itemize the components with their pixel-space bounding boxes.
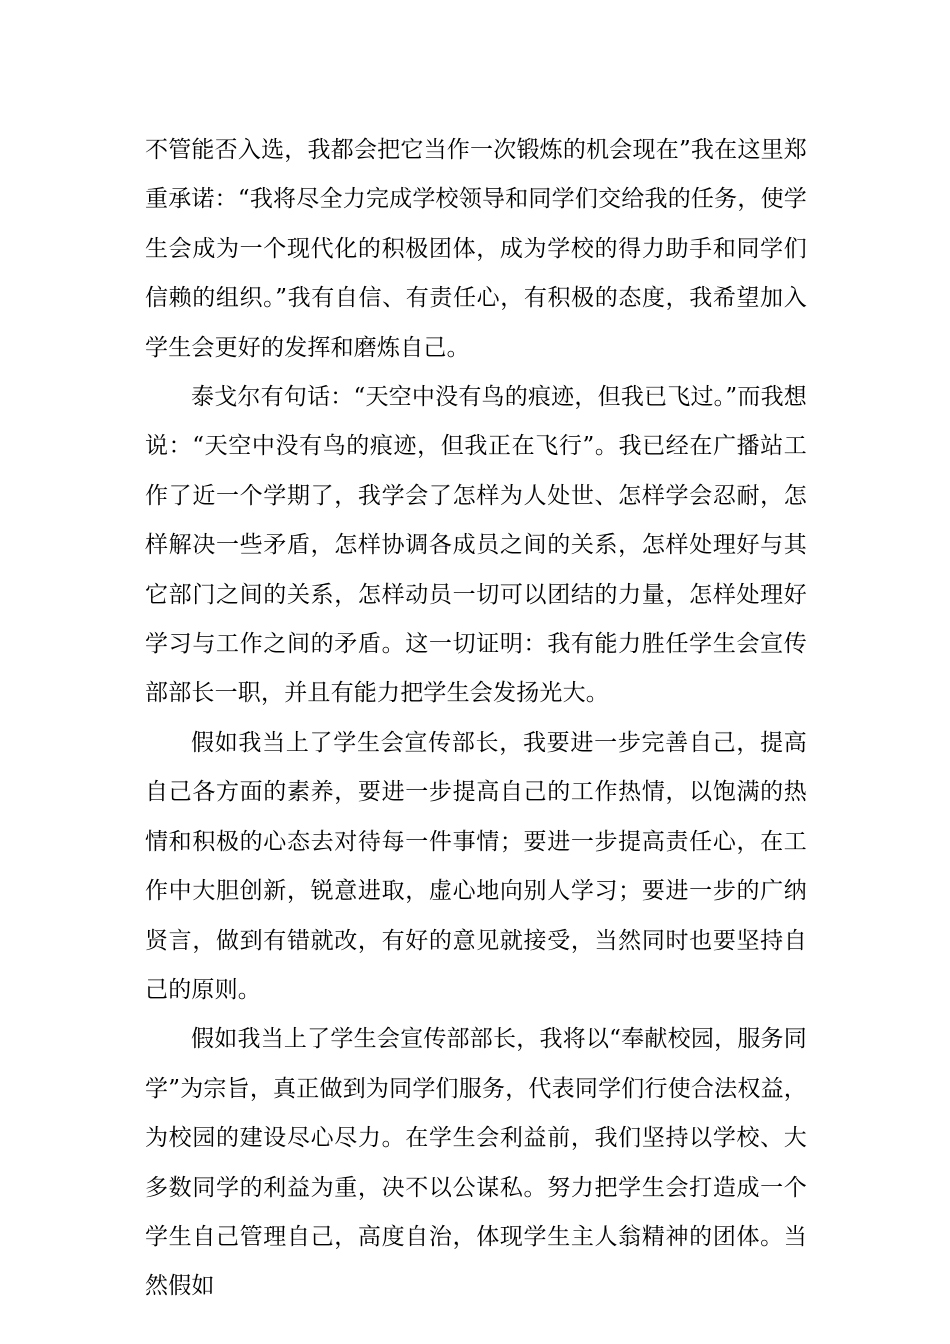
document-body [145, 126, 807, 1312]
paragraph-4: 假如我当上了学生会宣传部部长，我将以“奉献校园，服务同学”为宗旨，真正做到为同学们服务，代表同学们行使合法权益，为校园的建设尽心尽力。在学生会利益前，我们坚持以学校、大多数同学的利益为重，决不以公谋私。努力把学生会打造成一个学生自己管理自己，高度自治，体现学生主人翁精神的团体。当然假如 [145, 1026, 807, 1300]
paragraph-1: 不管能否入选，我都会把它当作一次锻炼的机会现在”我在这里郑重承诺：“我将尽全力完成学校领导和同学们交给我的任务，使学生会成为一个现代化的积极团体，成为学校的得力助手和同学们信赖的组织。”我有自信、有责任心，有积极的态度，我希望加入学生会更好的发挥和磨炼自己。 [145, 137, 807, 361]
paragraph-3: 假如我当上了学生会宣传部长，我要进一步完善自己，提高自己各方面的素养，要进一步提高自己的工作热情，以饱满的热情和积极的心态去对待每一件事情；要进一步提高责任心，在工作中大胆创新，锐意进取，虚心地向别人学习；要进一步的广纳贤言，做到有错就改，有好的意见就接受，当然同时也要坚持自己的原则。 [145, 729, 807, 1003]
paragraph-2: 泰戈尔有句话：“天空中没有鸟的痕迹，但我已飞过。”而我想说：“天空中没有鸟的痕迹，但我正在飞行”。我已经在广播站工作了近一个学期了，我学会了怎样为人处世、怎样学会忍耐，怎样解决一些矛盾，怎样协调各成员之间的关系，怎样处理好与其它部门之间的关系，怎样动员一切可以团结的力量，怎样处理好学习与工作之间的矛盾。这一切证明：我有能力胜任学生会宣传部部长一职，并且有能力把学生会发扬光大。 [145, 384, 807, 707]
